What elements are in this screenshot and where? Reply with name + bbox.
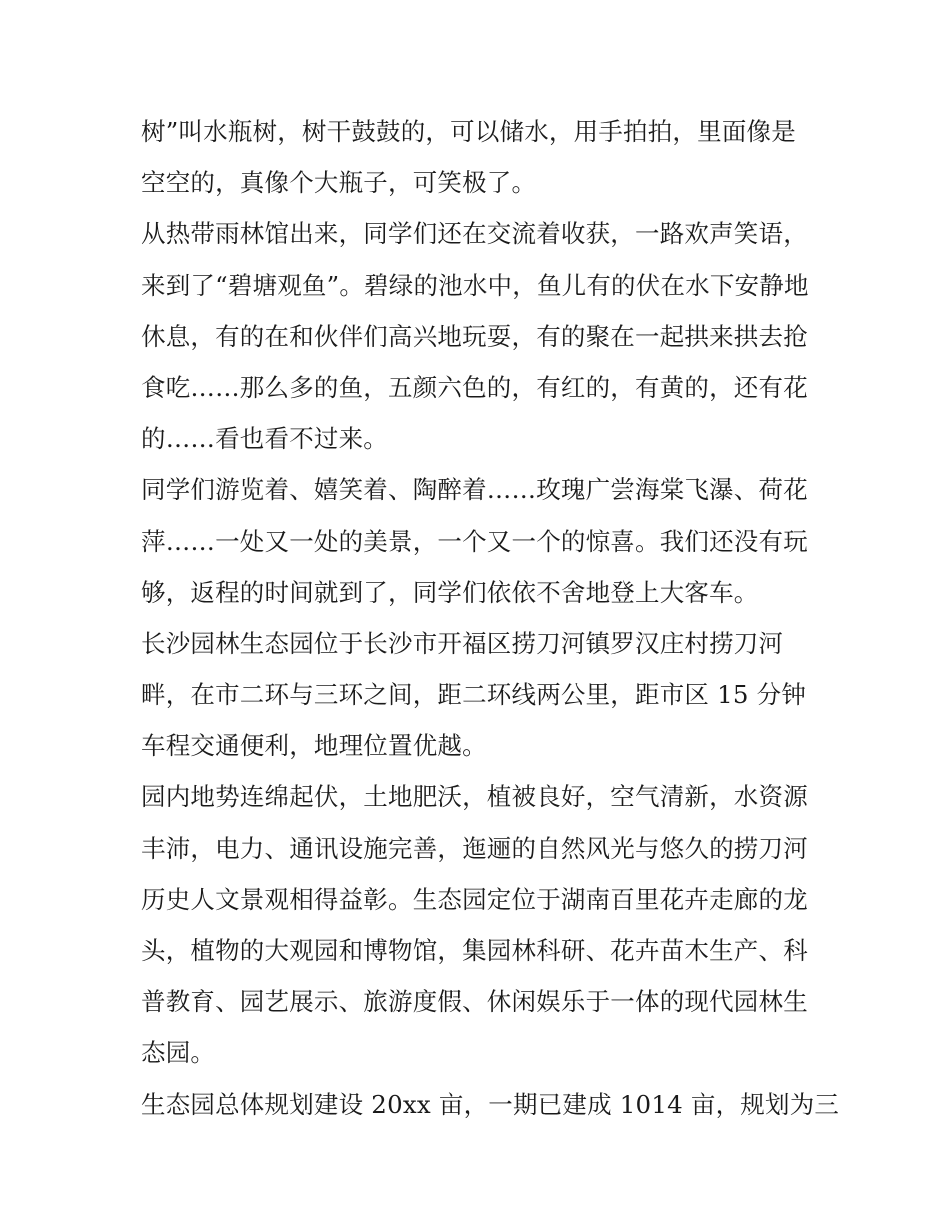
text-line: 长沙园林生态园位于长沙市开福区捞刀河镇罗汉庄村捞刀河 [141,628,784,658]
paragraph-sightseeing [141,464,816,618]
text-line: 食吃……那么多的鱼，五颜六色的，有红的，有黄的，还有花 [141,372,808,402]
text-line: 来到了“碧塘观鱼”。碧绿的池水中，鱼儿有的伏在水下安静地 [141,270,809,300]
text-line: 萍……一处又一处的美景，一个又一个的惊喜。我们还没有玩 [141,526,808,556]
text-line: 态园。 [141,1038,216,1068]
text-line: 的……看也看不过来。 [141,424,388,454]
text-line: 生态园总体规划建设 20xx 亩，一期已建成 1014 亩，规划为三 [141,1089,840,1119]
paragraph-planning [141,1079,840,1130]
text-line: 够，返程的时间就到了，同学们依依不舍地登上大客车。 [141,577,759,607]
paragraph-location [141,618,816,772]
text-line: 历史人文景观相得益彰。生态园定位于湖南百里花卉走廊的龙 [141,884,808,914]
paragraph-terrain [141,771,816,1078]
text-line: 车程交通便利，地理位置优越。 [141,731,487,761]
text-line: 同学们游览着、嬉笑着、陶醉着……玫瑰广尝海棠飞瀑、荷花 [141,475,808,505]
text-line: 畔，在市二环与三环之间，距二环线两公里，距市区 15 分钟 [141,680,807,710]
paragraph-water-bottle-tree [141,106,816,208]
text-line: 空空的，真像个大瓶子，可笑极了。 [141,168,537,198]
text-line: 园内地势连绵起伏，土地肥沃，植被良好，空气清新，水资源 [141,782,808,812]
text-line: 头，植物的大观园和博物馆，集园林科研、花卉苗木生产、科 [141,936,808,965]
text-line: 从热带雨林馆出来，同学们还在交流着收获，一路欢声笑语， [141,219,808,249]
text-line: 丰沛，电力、通讯设施完善，迤逦的自然风光与悠久的捞刀河 [141,833,808,863]
text-line: 树”叫水瓶树，树干鼓鼓的，可以储水，用手拍拍，里面像是 [141,117,796,146]
text-line: 普教育、园艺展示、旅游度假、休闲娱乐于一体的现代园林生 [141,987,808,1017]
document-body [141,106,840,1130]
paragraph-fish-pond [141,208,816,464]
text-line: 休息，有的在和伙伴们高兴地玩耍，有的聚在一起拱来拱去抢 [141,321,808,351]
